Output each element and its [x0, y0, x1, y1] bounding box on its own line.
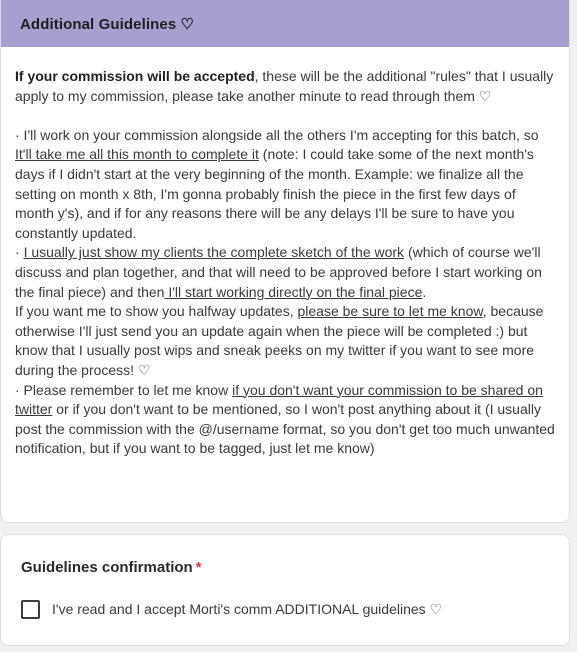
- guidelines-body: [1, 47, 569, 459]
- sketch-bullet: ·: [15, 244, 24, 261]
- accept-guidelines-checkbox[interactable]: [21, 600, 40, 619]
- guideline-item-updates: [15, 302, 555, 380]
- twitter-underlined: if you don't want your commission to be shared on twitter: [15, 381, 543, 418]
- twitter-text-a: · Please remember to let me know: [15, 381, 233, 398]
- twitter-text-b: or if you don't want to be mentioned, so I won't post anything about it (I usually post the commission with the @/username format, so you don't get too much unwanted notification, but if you want to be tagged, just let me know): [15, 401, 555, 457]
- guideline-item-sketch: [15, 243, 555, 302]
- confirmation-title: [21, 559, 202, 576]
- updates-text-b: , because otherwise I'll just send you an update again when the piece will be completed :) but know that I usually post wips and sneak peeks on my twitter if you want to see more during the process! ♡: [15, 303, 544, 378]
- intro-text: , these will be the additional "rules" that I usually apply to my commission, please take another minute to read through them ♡: [15, 68, 554, 104]
- timeline-text-b: (note: I could take some of the next month's days if I didn't start at the very beginning of the month. Example: we finalize all the setting on month x 8th, I'm gonna probably finish the piece in the first few days of month y's), and if for any reasons there will be any delays I'll be sure to have you constantly updated.: [15, 146, 534, 241]
- sketch-underlined-2: I'll start working directly on the final piece: [164, 283, 423, 300]
- accept-guidelines-label[interactable]: I've read and I accept Morti's comm ADDITIONAL guidelines ♡: [52, 601, 443, 617]
- sketch-underlined-1: I usually just show my clients the complete sketch of the work: [23, 244, 405, 261]
- timeline-text-a: · I'll work on your commission alongside all the others I'm accepting for this batch, so: [15, 126, 539, 143]
- guidelines-header: Additional Guidelines ♡: [1, 0, 569, 47]
- required-marker: *: [195, 559, 202, 576]
- timeline-underlined: It'll take me all this month to complete it: [15, 146, 259, 163]
- guideline-item-twitter: [15, 381, 555, 459]
- guideline-item-timeline: [15, 126, 555, 244]
- accept-guidelines-option[interactable]: [21, 600, 442, 619]
- sketch-text-b: .: [422, 283, 427, 300]
- updates-underlined: please be sure to let me know: [297, 303, 483, 320]
- intro-bold-text: If your commission will be accepted: [15, 68, 255, 84]
- guidelines-intro: [15, 67, 555, 106]
- guidelines-confirmation-card: [0, 534, 570, 646]
- confirmation-title-text: Guidelines confirmation: [21, 559, 193, 576]
- sketch-text-a: (which of course we'll discuss and plan together, and that will need to be approved before I start working on the final piece) and then: [15, 244, 542, 300]
- updates-text-a: If you want me to show you halfway updates,: [15, 303, 298, 320]
